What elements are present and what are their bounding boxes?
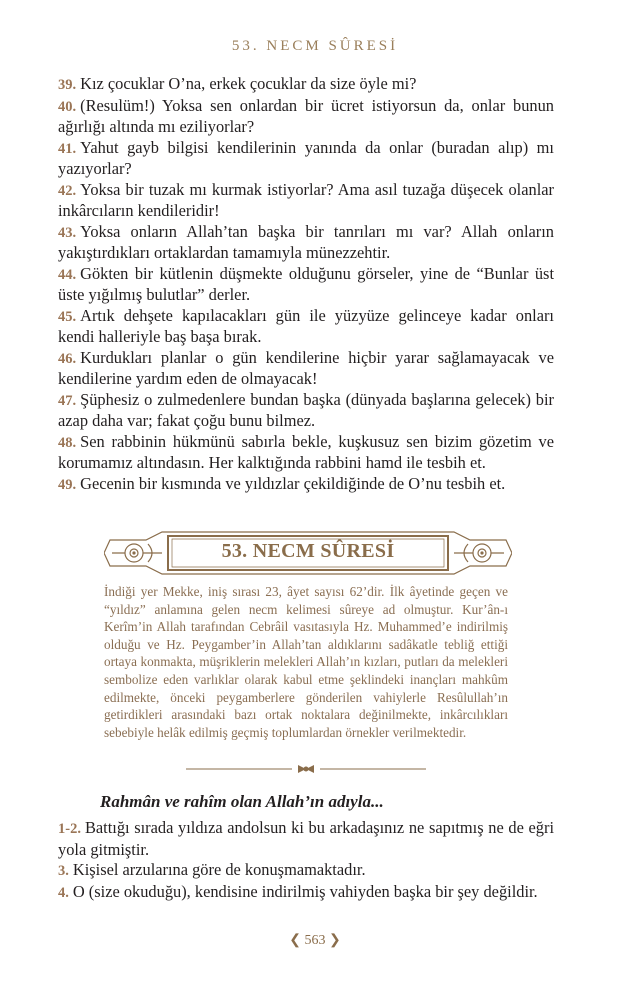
verse-number: 49.	[58, 476, 77, 493]
verse-text: Şüphesiz o zulmedenlere bundan başka (dünyada başlarına gelecek) bir azap daha var; fakat çoğu bunu bilmez.	[58, 389, 554, 430]
verse-number: 3.	[58, 863, 69, 879]
verse	[58, 306, 554, 348]
verse	[58, 74, 554, 96]
verse	[58, 96, 554, 138]
verse	[58, 818, 554, 860]
verse-text: Kız çocuklar O’na, erkek çocuklar da size öyle mi?	[80, 74, 417, 93]
verse-text: Yoksa bir tuzak mı kurmak istiyorlar? Ama asıl tuzağa düşecek olanlar inkârcıların kendileridir!	[58, 179, 554, 220]
verse-number: 40.	[58, 98, 77, 115]
verse	[58, 474, 554, 496]
verse	[58, 390, 554, 432]
verse	[58, 180, 554, 222]
verse	[58, 882, 554, 904]
verse-number: 43.	[58, 224, 77, 241]
verse	[58, 264, 554, 306]
verse-number: 48.	[58, 434, 77, 451]
verse-list	[58, 74, 554, 495]
verse	[58, 432, 554, 474]
verse-number: 47.	[58, 392, 77, 409]
verse	[58, 138, 554, 180]
verse-text: Battığı sırada yıldıza andolsun ki bu arkadaşınız ne sapıtmış ne de eğri yola gitmiştir.	[58, 818, 554, 859]
verse-text: Yahut gayb bilgisi kendilerinin yanında da onlar (buradan alıp) mı yazıyorlar?	[58, 137, 554, 178]
verse-number: 41.	[58, 140, 77, 157]
surah-title: 53. NECM SÛRESİ	[221, 540, 395, 562]
page-number-value: 563	[304, 933, 326, 948]
verse-number: 42.	[58, 182, 77, 199]
verse-text: O (size okuduğu), kendisine indirilmiş vahiyden başka bir şey değildir.	[72, 881, 538, 901]
verse-number: 39.	[58, 77, 77, 93]
surah-introduction: İndiği yer Mekke, iniş sırası 23, âyet sayısı 62’dir. İlk âyetinde geçen ve “yıldız” anlamına gelen necm kelimesi sûreye ad olmuştur. Kur’ân-ı Kerîm’in Allah tarafından Cebrâil vasıtasıyla Hz. Muhammed’e indirilmiş olduğu ve Hz. Peygamber’in Allah’tan aldıklarını sadâkatle tebliğ ettiği ortaya konmakta, müşriklerin melekleri Allah’ın kızları, putları da melekleri sembolize eden varlıklar olarak kabul etme şeklindeki inançları mahkûm edilmekte, önceki peygamberlere gönderilen vahiylerle Resûlullah’ın getirdikleri arasındaki bazı ortak noktalara değinilmekte, inkârcılıkları sebebiyle helâk edilmiş geçmiş toplumlardan örnekler verilmektedir.	[104, 584, 508, 740]
verse-text: Kurdukları planlar o gün kendilerine hiçbir yarar sağlamayacak ve kendilerine yardım eden de olmayacak!	[58, 347, 554, 388]
verse	[58, 860, 554, 882]
divider-ornament-icon	[186, 762, 426, 776]
verse-text: (Resulüm!) Yoksa sen onlardan bir ücret istiyorsun da, onlar bunun ağırlığı altında mı eziliyorlar?	[58, 95, 554, 136]
verse-text: Yoksa onların Allah’tan başka bir tanrıları mı var? Allah onların yakıştırdıkları ortaklardan tamamıyla münezzehtir.	[58, 221, 554, 262]
verse-text: Sen rabbinin hükmünü sabırla bekle, kuşkusuz sen bizim gözetim ve korumamız altındasın. Her kalktığında rabbini hamd ile tesbih et.	[58, 431, 554, 472]
right-bracket-ornament-icon: ❯	[329, 933, 341, 948]
verse-text: Gecenin bir kısmında ve yıldızlar çekildiğinde de O’nu tesbih et.	[80, 473, 506, 493]
verse-number: 44.	[58, 266, 77, 283]
left-bracket-ornament-icon: ❮	[289, 933, 301, 948]
verse-text: Gökten bir kütlenin düşmekte olduğunu görseler, yine de “Bunlar üst üste yığılmış bulutlar” derler.	[58, 263, 554, 304]
verse-text: Artık dehşete kapılacakları gün ile yüzyüze gelinceye kadar onları kendi halleriyle baş başa bırak.	[58, 305, 554, 346]
verse	[58, 222, 554, 264]
verse-number: 46.	[58, 350, 77, 367]
surah-title-frame	[104, 528, 512, 578]
running-header: 53. NECM SÛRESİ	[231, 38, 399, 54]
verse-number: 1-2.	[58, 821, 81, 837]
verse-number: 45.	[58, 308, 77, 325]
verse-text: Kişisel arzularına göre de konuşmamaktadır.	[72, 860, 366, 879]
verse-list-new-surah	[58, 818, 554, 903]
verse	[58, 348, 554, 390]
basmala: Rahmân ve rahîm olan Allah’ın adıyla...	[100, 792, 384, 811]
verse-number: 4.	[58, 884, 69, 901]
page-number	[0, 932, 630, 949]
